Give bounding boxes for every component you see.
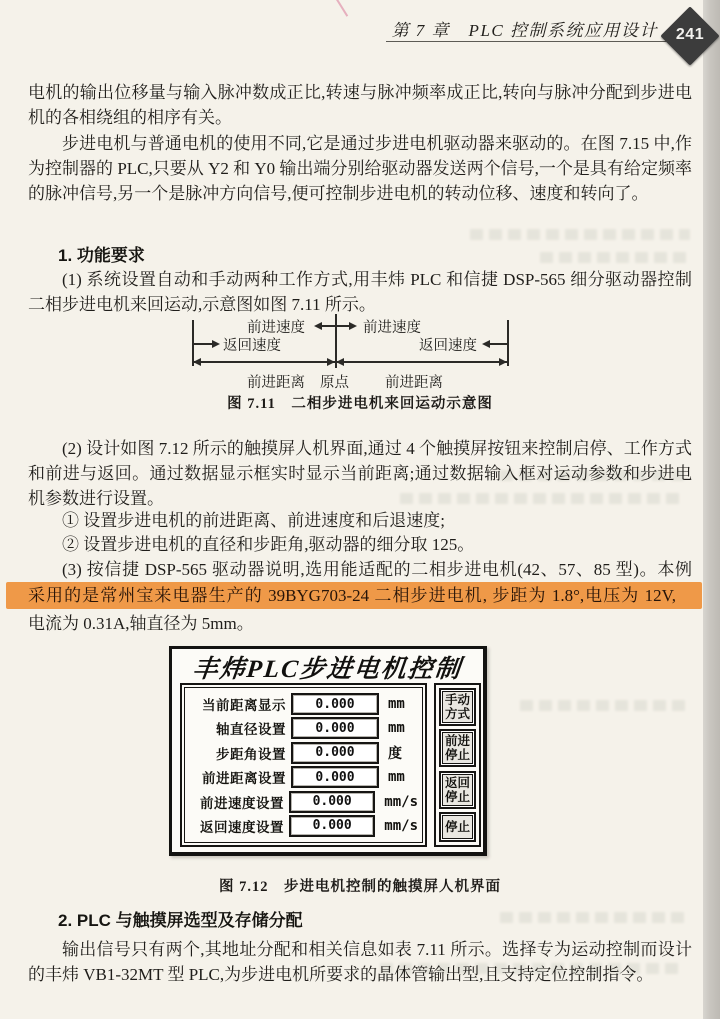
hmi-data-panel-inner xyxy=(184,687,423,843)
hmi-value-box: 0.000 xyxy=(289,791,375,813)
hmi-button-label: 手动方式 xyxy=(442,691,473,723)
hmi-row xyxy=(189,790,418,814)
hmi-value-box: 0.000 xyxy=(291,717,379,739)
bleed-through-artifact xyxy=(520,700,685,711)
hmi-unit-label: mm xyxy=(388,720,405,737)
list-item-1: ① 设置步进电机的前进距离、前进速度和后退速度; xyxy=(62,511,445,530)
hmi-row-label: 轴直径设置 xyxy=(216,722,286,738)
hmi-button-label: 停止 xyxy=(442,815,473,839)
fig711-line xyxy=(490,343,507,345)
hmi-button-manual-mode xyxy=(439,688,476,726)
fig711-return-speed-right-label: 返回速度 xyxy=(419,338,477,354)
hmi-value-box: 0.000 xyxy=(291,742,379,764)
figure-7-12-hmi-screen xyxy=(169,646,487,856)
hmi-row-label: 步距角设置 xyxy=(216,746,286,762)
hmi-button-return-stop xyxy=(439,771,476,809)
scan-scratch-artifact xyxy=(334,0,348,17)
hmi-unit-label: 度 xyxy=(388,745,402,762)
hmi-row xyxy=(189,765,418,789)
header-rule xyxy=(386,41,668,42)
hmi-unit-label: mm xyxy=(388,769,405,786)
paragraph-item-1: (1) 系统设置自动和手动两种工作方式,用丰炜 PLC 和信捷 DSP-565 细分驱动器控制二相步进电机来回运动,示意图如图 7.11 所示。 xyxy=(28,270,692,314)
section-heading-plc-selection: 2. PLC 与触摸屏选型及存储分配 xyxy=(58,911,303,930)
fig711-forward-speed-left-label: 前进速度 xyxy=(247,320,305,336)
fig711-line xyxy=(193,343,212,345)
fig711-arrow-left-icon xyxy=(482,340,490,348)
paragraph-output-signals: 输出信号只有两个,其地址分配和相关信息如表 7.11 所示。选择专为运动控制而设计的丰炜 VB1-32MT 型 PLC,为步进电机所要求的晶体管输出型,且支持定位控制指令。 xyxy=(28,940,692,984)
hmi-row-label: 前进速度设置 xyxy=(200,795,284,811)
paragraph-motor-displacement: 电机的输出位移量与输入脉冲数成正比,转速与脉冲频率成正比,转向与脉冲分配到步进电机的各相绕组的相序有关。 xyxy=(28,83,692,127)
figure-7-11-diagram xyxy=(185,314,517,394)
fig711-arrow-right-icon xyxy=(349,322,357,330)
fig711-arrow-left-icon xyxy=(336,358,344,366)
fig711-arrow-left-icon xyxy=(193,358,201,366)
bleed-through-artifact xyxy=(470,229,690,240)
page-number: 241 xyxy=(675,26,705,43)
hmi-unit-label: mm/s xyxy=(384,817,418,834)
hmi-row xyxy=(189,814,418,838)
paragraph-item-3-line3: 电流为 0.31A,轴直径为 5mm。 xyxy=(28,614,254,633)
fig711-return-speed-left-label: 返回速度 xyxy=(223,338,281,354)
fig711-arrow-right-icon xyxy=(212,340,220,348)
hmi-row-label: 前进距离设置 xyxy=(202,771,286,787)
paragraph-item-2: (2) 设计如图 7.12 所示的触摸屏人机界面,通过 4 个触摸屏按钮来控制启停、工作方式和前进与返回。通过数据显示框实时显示当前距离;通过数据输入框对运动参数和步进电机参数进行设置。 xyxy=(28,439,692,508)
fig711-arrow-left-icon xyxy=(314,322,322,330)
fig711-right-limit-line xyxy=(507,320,509,366)
hmi-button-column xyxy=(434,683,481,847)
hmi-value-box: 0.000 xyxy=(291,693,379,715)
hmi-button-label: 返回停止 xyxy=(442,774,473,806)
highlighted-text: 采用的是常州宝来电器生产的 39BYG703-24 二相步进电机, 步距为 1.8°,电压为 12V, xyxy=(28,586,676,605)
fig711-forward-distance-right-label: 前进距离 xyxy=(385,375,443,391)
hmi-row-label: 返回速度设置 xyxy=(200,819,284,835)
fig711-dimension-line xyxy=(336,361,507,363)
hmi-row xyxy=(189,692,418,716)
hmi-value-box: 0.000 xyxy=(289,815,375,837)
fig711-arrow-right-icon xyxy=(327,358,335,366)
fig711-dimension-line xyxy=(193,361,335,363)
fig711-origin-label: 原点 xyxy=(320,375,349,391)
chapter-title: 第 7 章 PLC 控制系统应用设计 xyxy=(391,21,658,40)
fig711-forward-speed-right-label: 前进速度 xyxy=(363,320,421,336)
hmi-unit-label: mm/s xyxy=(384,793,418,810)
hmi-button-label: 前进停止 xyxy=(442,732,473,764)
hmi-button-stop xyxy=(439,812,476,842)
hmi-row-label: 当前距离显示 xyxy=(202,698,286,713)
highlight-marker xyxy=(6,582,702,609)
hmi-button-forward-stop xyxy=(439,729,476,767)
fig711-arrow-right-icon xyxy=(499,358,507,366)
hmi-title: 丰炜PLC步进电机控制 xyxy=(191,656,464,683)
list-item-2: ② 设置步进电机的直径和步距角,驱动器的细分取 125。 xyxy=(62,535,475,554)
hmi-row xyxy=(189,716,418,740)
hmi-row xyxy=(189,741,418,765)
hmi-data-panel xyxy=(180,683,427,847)
page-edge-strip xyxy=(703,0,720,1019)
fig711-line xyxy=(336,325,349,327)
figure-7-11-caption: 图 7.11 二相步进电机来回运动示意图 xyxy=(227,396,493,412)
paragraph-stepper-driver: 步进电机与普通电机的使用不同,它是通过步进电机驱动器来驱动的。在图 7.15 中,作为控制器的 PLC,只要从 Y2 和 Y0 输出端分别给驱动器发送两个信号,一个是具有给定频率的脉冲信号,另一个是脉冲方向信号,便可控制步进电机的转动位移、速度和转向了。 xyxy=(28,134,692,203)
figure-7-12-caption: 图 7.12 步进电机控制的触摸屏人机界面 xyxy=(219,879,501,895)
fig711-forward-distance-left-label: 前进距离 xyxy=(247,375,305,391)
paragraph-item-3-line1: (3) 按信捷 DSP-565 驱动器说明,选用能适配的二相步进电机(42、57、85 型)。本例 xyxy=(62,560,692,579)
section-heading-function-requirements: 1. 功能要求 xyxy=(58,246,145,265)
hmi-value-box: 0.000 xyxy=(291,766,379,788)
hmi-unit-label: mm xyxy=(388,696,405,712)
fig711-line xyxy=(322,325,335,327)
